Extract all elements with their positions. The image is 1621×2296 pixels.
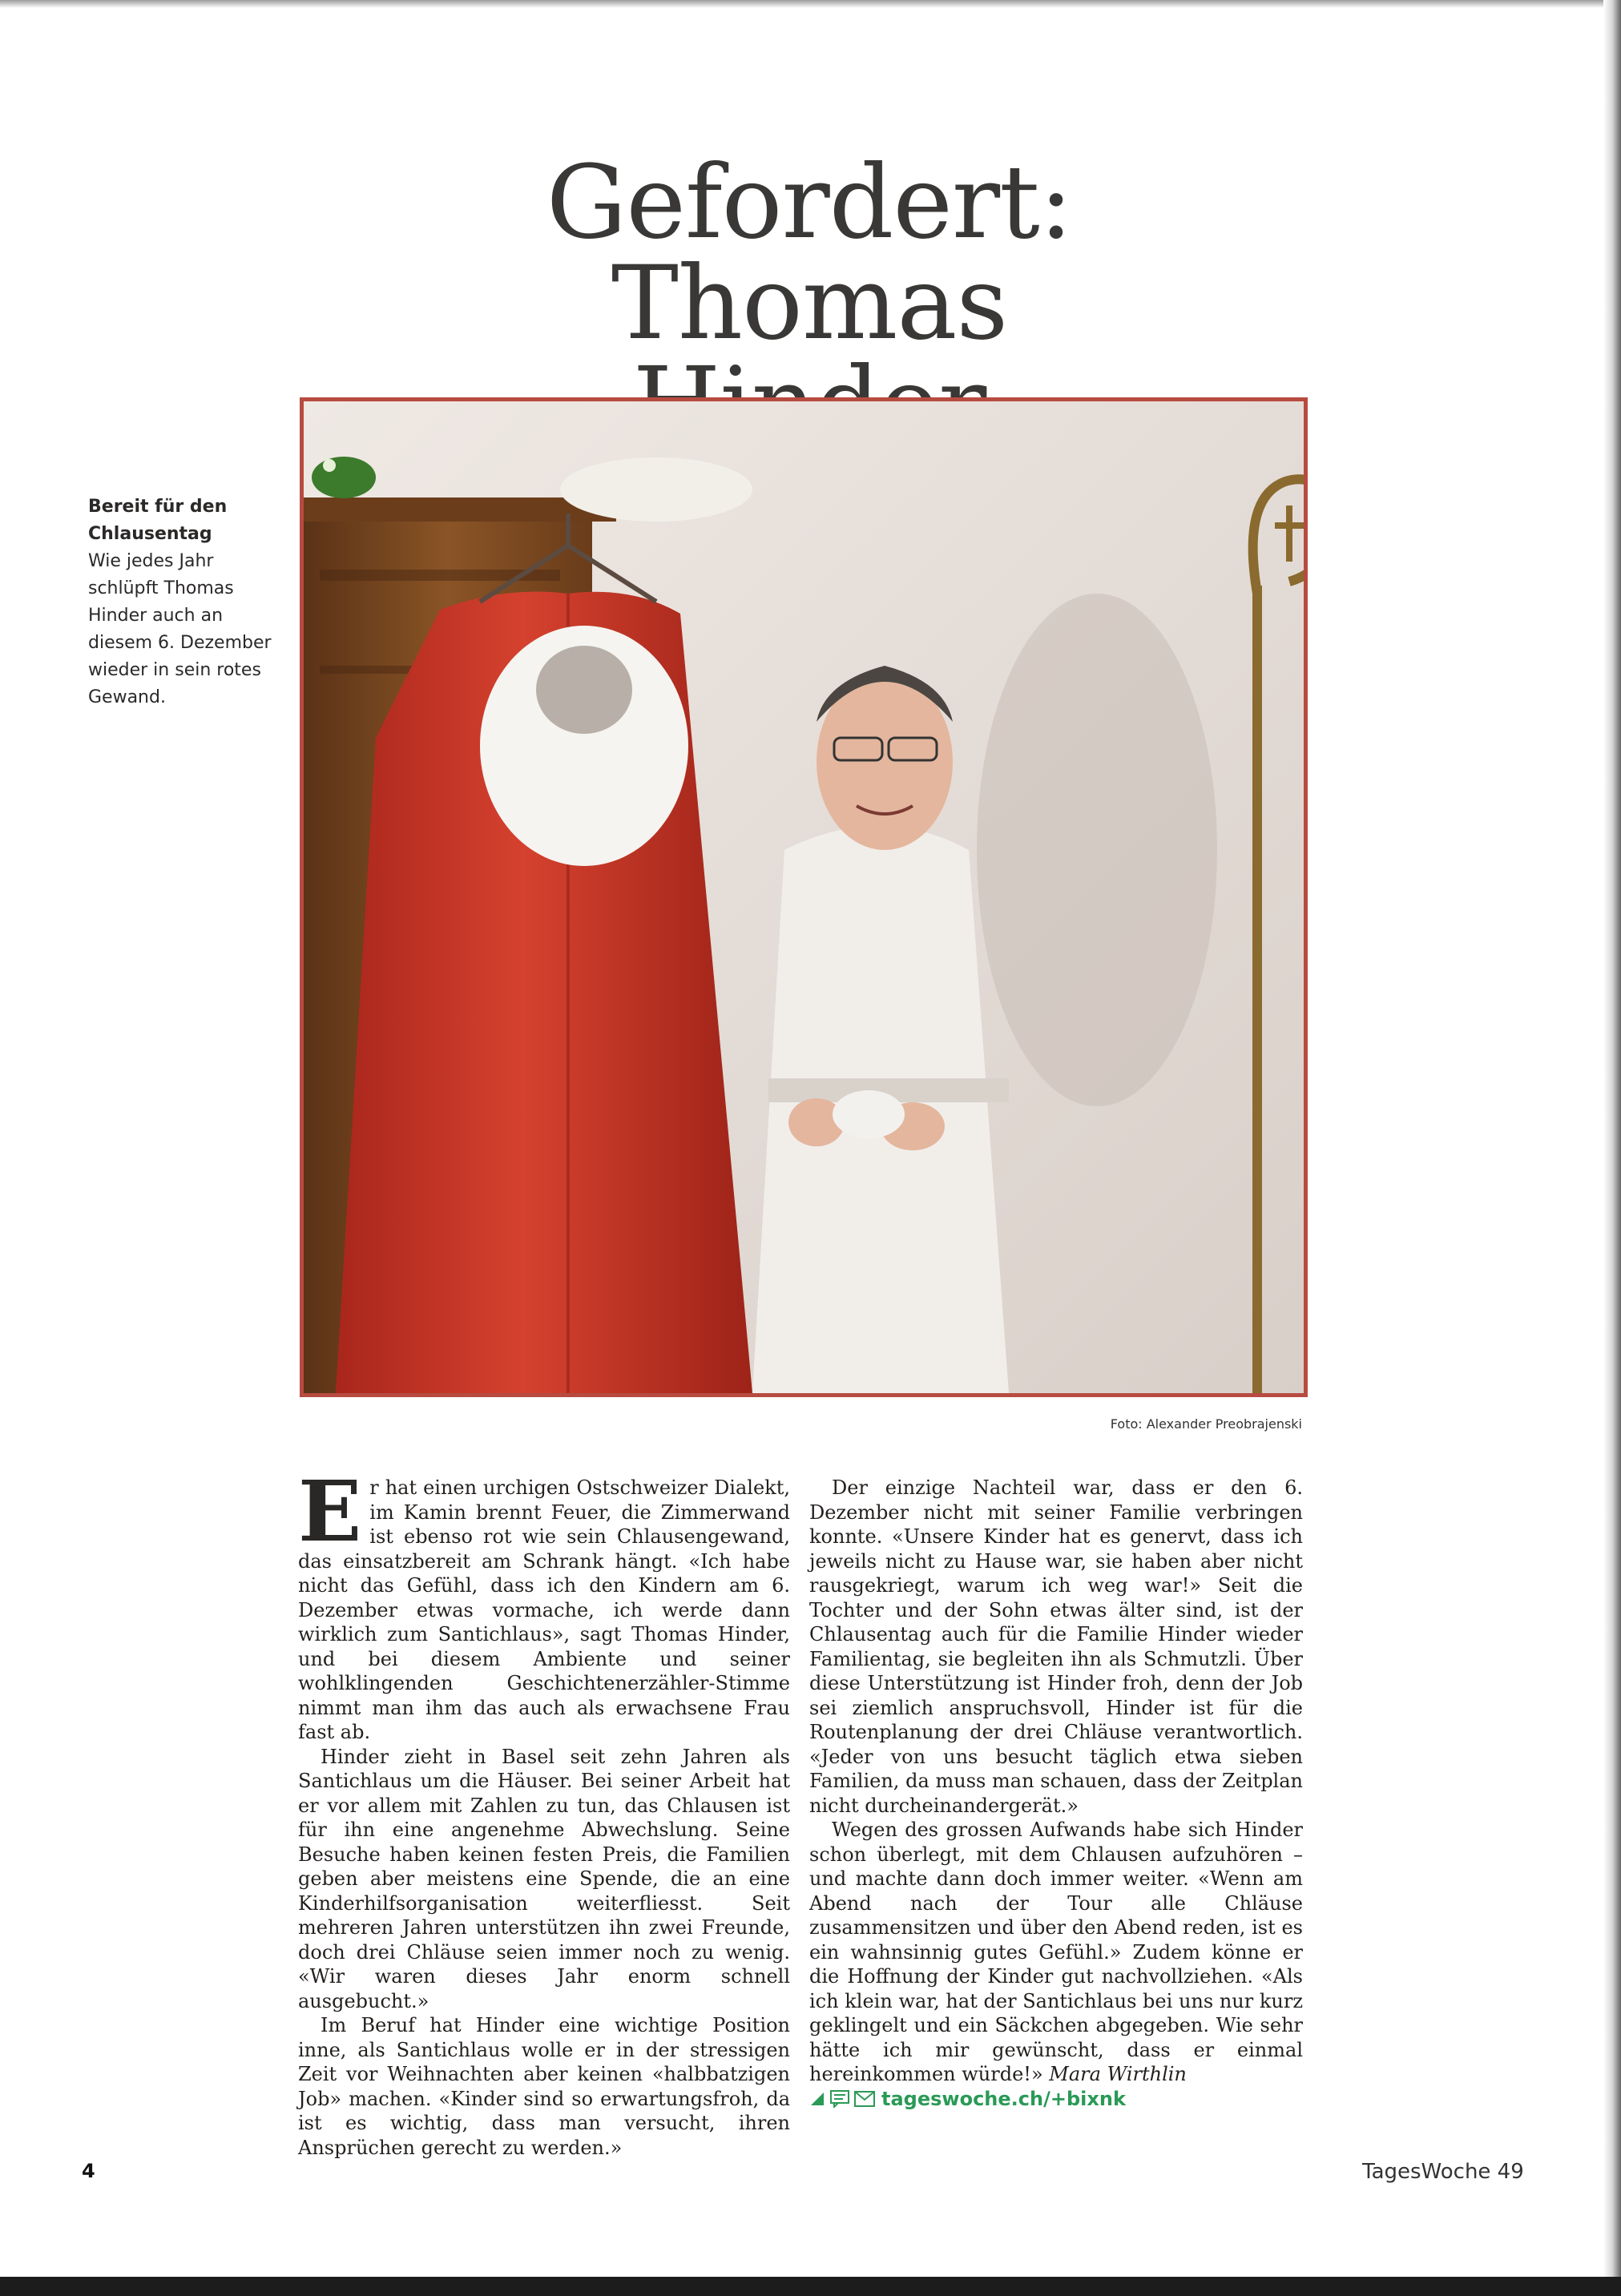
paragraph-3: Im Beruf hat Hinder eine wichtige Position inne, als Santichlaus wolle er in der stressigen Zeit vor Weihnachten aber keinen «halbbatzigen Job» machen. «Kinder sind so erwartungsfroh, da ist es wichtig, dass man versucht, ihren Ansprüchen gerecht zu werden.» — [298, 2014, 790, 2159]
scan-bottom-edge — [0, 2277, 1621, 2296]
title-line-2: Thomas — [611, 244, 1008, 362]
page-number: 4 — [82, 2160, 95, 2182]
title-line-1: Gefordert: — [546, 143, 1073, 261]
paragraph-1 — [298, 1462, 790, 1745]
article-link[interactable]: tageswoche.ch/+bixnk — [881, 2087, 1126, 2110]
scan-top-edge — [0, 0, 1621, 8]
paragraph-5-text: Wegen des grossen Aufwands habe sich Hinder schon überlegt, mit dem Chlausen aufzuhören – und machte dann doch immer weiter. «Wenn am Abend nach der Tour alle Chläuse zusammensitzen und über den Abend reden, ist es ein wahnsinnig gutes Gefühl.» Zudem könne er die Hoffnung der Kinder gut nachvollziehen. «Als ich klein war, hat der Santichlaus bei uns nur kurz geklingelt und ein Säckchen abgegeben. Wie sehr hätte ich mir gewünscht, dass er einmal hereinkommen würde!» — [809, 1819, 1303, 2085]
dropcap: E — [298, 1462, 362, 1561]
share-icons — [809, 2090, 875, 2108]
feature-photo — [300, 397, 1308, 1397]
author-name: Mara Wirthlin — [1049, 2063, 1187, 2085]
comment-icon — [830, 2090, 849, 2108]
photo-credit: Foto: Alexander Preobrajenski — [1110, 1416, 1302, 1432]
photo-illustration — [304, 401, 1304, 1393]
mail-icon — [854, 2091, 875, 2107]
paragraph-4: Der einzige Nachteil war, dass er den 6. Dezember nicht mit seiner Familie verbringen konnte. «Unsere Kinder hat es genervt, dass ich jeweils nicht zu Hause war, sie haben aber nicht rausgekriegt, warum ich weg war!» Seit die Tochter und der Sohn etwas älter sind, ist der Chlausentag auch für die Familie Hinder wieder Familientag, sie begleiten ihn als Schmutzli. Über diese Unterstützung ist Hinder froh, denn der Job sei ziemlich anspruchsvoll, Hinder ist für die Routenplanung der drei Chläuse verantwortlich. «Jeder von uns besucht täglich etwa sieben Familien, da muss man schauen, dass der Zeitplan nicht durcheinandergerät.» — [809, 1476, 1303, 1817]
arrow-icon — [809, 2091, 825, 2107]
paragraph-1-text: r hat einen urchigen Ostschweizer Dialekt, im Kamin brennt Feuer, die Zimmerwand ist ebenso rot wie sein Chlausengewand, das einsatzbereit am Schrank hängt. «Ich habe nicht das Gefühl, dass ich den Kindern am 6. Dezember etwas vormache, ich werde dann wirklich zum Santichlaus», sagt Thomas Hinder, und bei diesem Ambiente und seiner wohlklingenden Geschichtenerzähler-Stimme nimmt man ihm das auch als erwachsene Frau fast ab. — [298, 1476, 790, 1743]
article-column-1 — [298, 1462, 790, 2160]
caption-heading: Bereit für den Chlausentag — [88, 497, 228, 544]
page-edge-shadow — [1603, 0, 1621, 2296]
article-column-2 — [809, 1476, 1303, 2111]
paragraph-2: Hinder zieht in Basel seit zehn Jahren als Santichlaus um die Häuser. Bei seiner Arbeit hat er vor allem mit Zahlen zu tun, das Chlausen ist für ihn eine angenehme Abwechslung. Seine Besuche haben keinen festen Preis, die Familien geben aber meistens eine Spende, die an eine Kinderhilfsorganisation weiterfliesst. Seit mehreren Jahren unterstützen ihn zwei Freunde, doch drei Chläuse seien immer noch zu wenig. «Wir waren dieses Jahr enorm schnell ausgebucht.» — [298, 1745, 790, 2012]
web-link-row[interactable] — [809, 2087, 1303, 2112]
caption-text: Wie jedes Jahr schlüpft Thomas Hinder auch an diesem 6. Dezember wieder in sein rotes Gewand. — [88, 551, 272, 707]
photo-caption — [88, 493, 272, 711]
paragraph-5 — [809, 1818, 1303, 2087]
publication-name: TagesWoche 49 — [1362, 2160, 1524, 2184]
